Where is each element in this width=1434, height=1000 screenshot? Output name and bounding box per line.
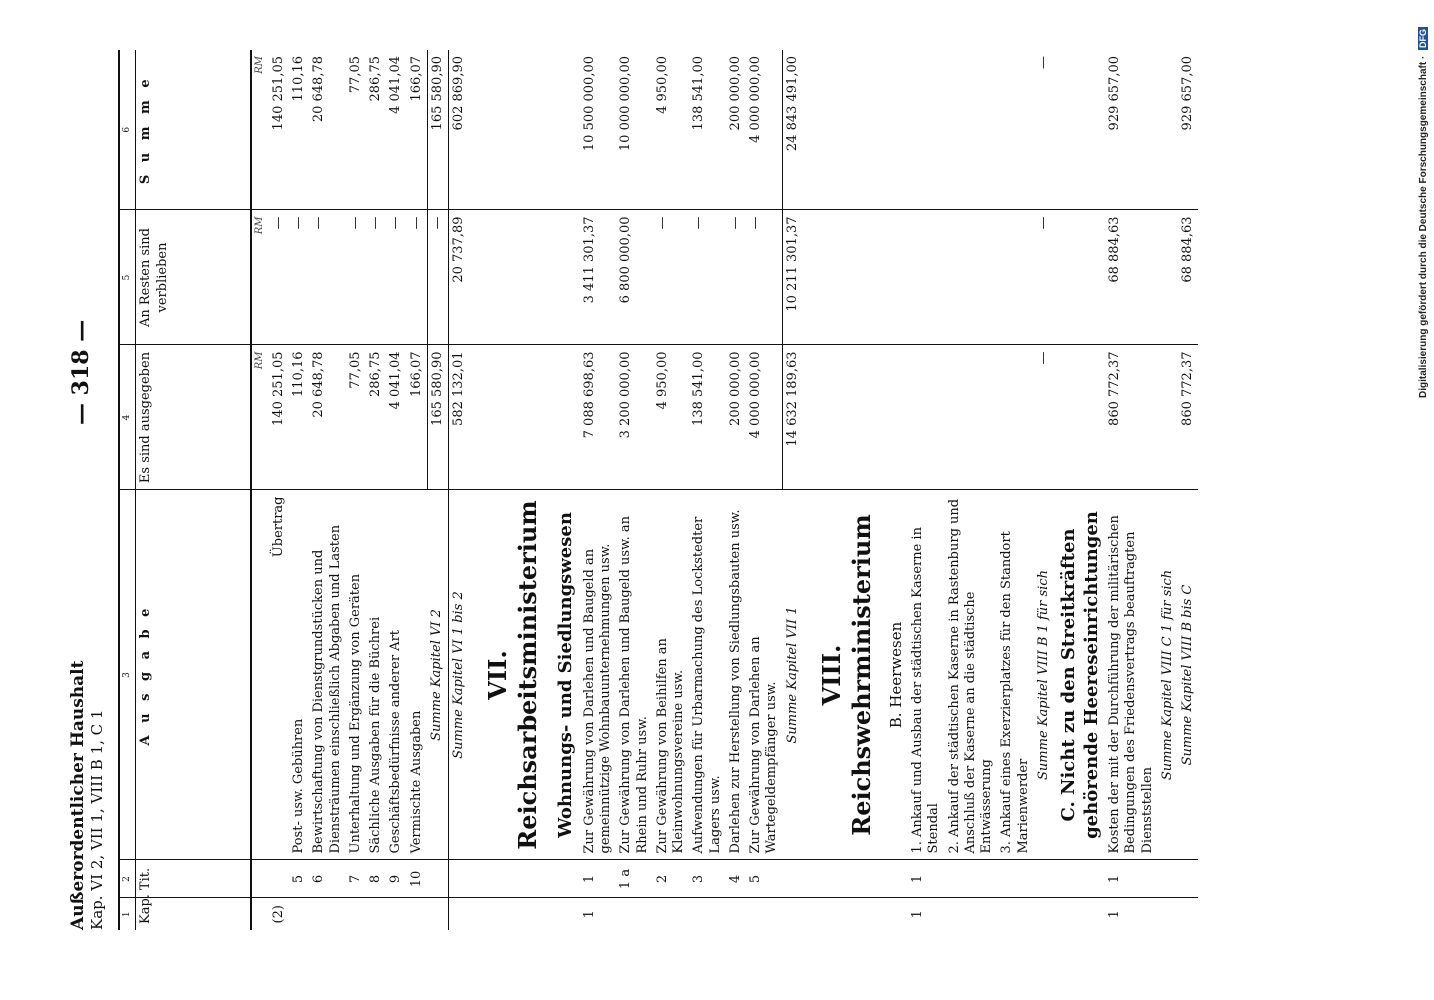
ausgabe-cell: Darlehen zur Herstellung von Siedlungsbauten usw. [726, 490, 746, 860]
empty-cell [469, 345, 551, 490]
ausgegeben-cell: 3 200 000,00 [616, 345, 653, 490]
col-number: 2 [119, 860, 136, 898]
page-header [68, 661, 106, 930]
ausgegeben-cell [997, 345, 1034, 490]
ausgegeben-cell: — [1034, 345, 1054, 490]
summe-cell: 286,75 [366, 50, 386, 210]
page-number: — 318 — [68, 319, 94, 425]
ausgegeben-cell: 4 000 000,00 [746, 345, 783, 490]
empty-cell [1054, 345, 1105, 490]
unit-label: RM [251, 345, 269, 490]
table-row [1105, 50, 1158, 930]
tit-cell: 9 [386, 860, 406, 898]
reste-cell: 10 211 301,37 [783, 210, 804, 345]
ausgabe-cell: 1. Ankauf und Ausbau der städtischen Kaserne in Stendal [908, 490, 945, 860]
summe-cell: 77,05 [346, 50, 366, 210]
kap-cell [449, 898, 470, 930]
section-subtitle: Wohnungs- und Siedlungswesen [551, 490, 580, 860]
tit-cell: 5 [289, 860, 309, 898]
ausgabe-cell: Zur Gewährung von Darlehen und Baugeld an gemeinnützige Wohnbauunternehmungen usw. [580, 490, 617, 860]
empty-cell [551, 210, 580, 345]
section-heading-row [885, 50, 908, 930]
col-number: 6 [119, 50, 136, 210]
col-number: 5 [119, 210, 136, 345]
reste-cell [945, 210, 998, 345]
ausgegeben-cell [908, 345, 945, 490]
reste-cell: — [1034, 210, 1054, 345]
ausgegeben-cell: 4 950,00 [653, 345, 690, 490]
section-heading-row [803, 50, 885, 930]
reste-cell: 68 884,63 [1178, 210, 1198, 345]
section-heading-row [1054, 50, 1105, 930]
table-row [269, 50, 289, 930]
ausgegeben-cell [945, 345, 998, 490]
summe-cell: 140 251,05 [269, 50, 289, 210]
ausgabe-cell: Sächliche Ausgaben für die Büchrei [366, 490, 386, 860]
ausgegeben-cell: 110,16 [289, 345, 309, 490]
ausgegeben-cell: 7 088 698,63 [580, 345, 617, 490]
summe-cell: 4 041,04 [386, 50, 406, 210]
kap-cell [1034, 898, 1054, 930]
sum-label: Summe Kapitel VIII B 1 für sich [1034, 490, 1054, 860]
column-header-row [136, 50, 252, 930]
ausgabe-cell: Post- usw. Gebühren [289, 490, 309, 860]
tit-cell [803, 860, 885, 898]
sum-row [783, 50, 804, 930]
reste-cell: — [653, 210, 690, 345]
kap-cell [616, 898, 653, 930]
sum-row [1178, 50, 1198, 930]
ausgabe-cell: 2. Ankauf der städtischen Kaserne in Rastenburg und Anschluß der Kaserne an die städtische Entwässerung [945, 490, 998, 860]
header-subtitle: Kap. VI 2, VII 1, VIII B 1, C 1 [88, 709, 106, 930]
kap-cell [803, 898, 885, 930]
kap-cell [1178, 898, 1198, 930]
kap-cell [469, 898, 551, 930]
reste-cell: — [407, 210, 428, 345]
summe-cell: 10 500 000,00 [580, 50, 617, 210]
kap-cell [885, 898, 908, 930]
tit-cell: 1 [908, 860, 945, 898]
tit-cell [783, 860, 804, 898]
kap-cell [551, 898, 580, 930]
reste-cell: 3 411 301,37 [580, 210, 617, 345]
ausgegeben-cell: 165 580,90 [427, 345, 448, 490]
budget-table [118, 50, 1198, 930]
table-row [616, 50, 653, 930]
col-number: 4 [119, 345, 136, 490]
empty-cell [885, 210, 908, 345]
tit-cell: 4 [726, 860, 746, 898]
sum-row [449, 50, 470, 930]
sum-label: Summe Kapitel VIII B bis C [1178, 490, 1198, 860]
empty-cell [885, 50, 908, 210]
ausgabe-cell: Kosten der mit der Durchführung der militärischen Bedingungen des Friedensvertrags beauftragten Dienststellen [1105, 490, 1158, 860]
tit-cell [449, 860, 470, 898]
empty-cell [885, 345, 908, 490]
tit-cell [1034, 860, 1054, 898]
tit-cell [551, 860, 580, 898]
kap-cell [427, 898, 448, 930]
col-number: 1 [119, 898, 136, 930]
ausgabe-cell: Zur Gewährung von Darlehen an Wartegeldempfänger usw. [746, 490, 783, 860]
kap-cell [1054, 898, 1105, 930]
section-title: C. Nicht zu den Streitkräften gehörende Heereseinrichtungen [1054, 490, 1105, 860]
table-row [746, 50, 783, 930]
sum-label: Summe Kapitel VI 2 [427, 490, 448, 860]
unit-row [251, 50, 269, 930]
ausgabe-cell: 3. Ankauf eines Exerzierplatzes für den Standort Marienwerder [997, 490, 1034, 860]
table-row [346, 50, 366, 930]
section-subtitle: B. Heerwesen [885, 490, 908, 860]
ausgegeben-cell: 582 132,01 [449, 345, 470, 490]
tit-cell: 10 [407, 860, 428, 898]
column-number-row [119, 50, 136, 930]
reste-cell: — [309, 210, 346, 345]
summe-cell: 110,16 [289, 50, 309, 210]
summe-cell [945, 50, 998, 210]
table-row [289, 50, 309, 930]
ausgabe-cell: Unterhaltung und Ergänzung von Geräten [346, 490, 366, 860]
empty-cell [803, 50, 885, 210]
kap-cell [309, 898, 346, 930]
empty-cell [469, 210, 551, 345]
summe-cell: 20 648,78 [309, 50, 346, 210]
section-heading-row [469, 50, 551, 930]
table-row [726, 50, 746, 930]
kap-cell [726, 898, 746, 930]
table-row [309, 50, 346, 930]
header-ausgabe: A u s g a b e [136, 490, 252, 860]
summe-cell: 165 580,90 [427, 50, 448, 210]
tit-cell [269, 860, 289, 898]
kap-cell [997, 898, 1034, 930]
tit-cell: 2 [653, 860, 690, 898]
tit-cell: 1 [580, 860, 617, 898]
kap-cell [366, 898, 386, 930]
ausgegeben-cell: 140 251,05 [269, 345, 289, 490]
col-number: 3 [119, 490, 136, 860]
reste-cell: 6 800 000,00 [616, 210, 653, 345]
kap-cell [386, 898, 406, 930]
table-row [366, 50, 386, 930]
empty-cell [551, 50, 580, 210]
table-row [407, 50, 428, 930]
summe-cell [908, 50, 945, 210]
empty-cell [803, 210, 885, 345]
reste-cell: — [346, 210, 366, 345]
ausgegeben-cell: 166,07 [407, 345, 428, 490]
ausgegeben-cell: 200 000,00 [726, 345, 746, 490]
tit-cell [427, 860, 448, 898]
reste-cell: — [689, 210, 726, 345]
ausgegeben-cell: 77,05 [346, 345, 366, 490]
kap-cell: 1 [1107, 910, 1122, 919]
tit-cell [1158, 860, 1178, 898]
header-title: Außerordentlicher Haushalt [68, 660, 88, 930]
header-tit: Tit. [136, 860, 252, 898]
sum-row [427, 50, 448, 930]
table-row [689, 50, 726, 930]
tit-cell [1054, 860, 1105, 898]
kap-cell [407, 898, 428, 930]
ausgegeben-cell: 20 648,78 [309, 345, 346, 490]
summe-cell [997, 50, 1034, 210]
reste-cell [908, 210, 945, 345]
ausgegeben-cell: 860 772,37 [1105, 345, 1158, 490]
table-row [386, 50, 406, 930]
summe-cell: 929 657,00 [1105, 50, 1158, 210]
kap-cell [945, 898, 998, 930]
ausgabe-cell: Vermischte Ausgaben [407, 490, 428, 860]
empty-cell [1054, 50, 1105, 210]
summe-cell: 4 000 000,00 [746, 50, 783, 210]
tit-cell: 5 [746, 860, 783, 898]
summe-cell: 602 869,90 [449, 50, 470, 210]
kap-cell: 1 [910, 910, 925, 919]
dfg-logo: DFG [1418, 28, 1428, 48]
empty-cell [551, 345, 580, 490]
sum-row [1158, 50, 1178, 930]
ausgegeben-cell: 860 772,37 [1178, 345, 1198, 490]
reste-cell: — [746, 210, 783, 345]
ausgegeben-cell [1158, 345, 1178, 490]
ausgabe-cell: Zur Gewährung von Beihilfen an Kleinwohnungsvereine usw. [653, 490, 690, 860]
header-summe: S u m m e [136, 50, 252, 210]
reste-cell: — [289, 210, 309, 345]
reste-cell: — [726, 210, 746, 345]
section-title: VII. Reichsarbeitsministerium [469, 490, 551, 860]
reste-cell: — [386, 210, 406, 345]
summe-cell: 200 000,00 [726, 50, 746, 210]
kap-cell [346, 898, 366, 930]
reste-cell: 20 737,89 [449, 210, 470, 345]
ausgabe-cell: Aufwendungen für Urbarmachung des Lockstedter Lagers usw. [689, 490, 726, 860]
watermark-text: Digitalisierung gefördert durch die Deutsche Forschungsgemeinschaft · [1418, 55, 1429, 398]
tit-cell: 7 [346, 860, 366, 898]
reste-cell [997, 210, 1034, 345]
table-row [580, 50, 617, 930]
header-ausgegeben: Es sind ausgegeben [136, 345, 252, 490]
tit-cell [997, 860, 1034, 898]
kap-cell: 1 [581, 910, 597, 919]
table-row [997, 50, 1034, 930]
tit-cell: 1 a [616, 860, 653, 898]
kap-cell: (2) [270, 905, 286, 924]
tit-cell: 6 [309, 860, 346, 898]
tit-cell [1178, 860, 1198, 898]
sum-label: Summe Kapitel VI 1 bis 2 [449, 490, 470, 860]
ausgegeben-cell: 286,75 [366, 345, 386, 490]
tit-cell [945, 860, 998, 898]
kap-cell [746, 898, 783, 930]
sum-label: Summe Kapitel VIII C 1 für sich [1158, 490, 1178, 860]
summe-cell: 929 657,00 [1178, 50, 1198, 210]
tit-cell: 3 [689, 860, 726, 898]
summe-cell: 24 843 491,00 [783, 50, 804, 210]
kap-cell [653, 898, 690, 930]
tit-cell: 8 [366, 860, 386, 898]
sum-label: Summe Kapitel VII 1 [783, 490, 804, 860]
summe-cell: 4 950,00 [653, 50, 690, 210]
kap-cell [289, 898, 309, 930]
summe-cell: 10 000 000,00 [616, 50, 653, 210]
ausgegeben-cell: 4 041,04 [386, 345, 406, 490]
unit-label: RM [251, 50, 269, 210]
section-title: VIII. Reichswehrministerium [803, 490, 885, 860]
ausgegeben-cell: 138 541,00 [689, 345, 726, 490]
ausgegeben-cell: 14 632 189,63 [783, 345, 804, 490]
reste-cell: 68 884,63 [1105, 210, 1158, 345]
table-row [945, 50, 998, 930]
reste-cell: — [269, 210, 289, 345]
ausgabe-cell: Bewirtschaftung von Dienstgrundstücken und Diensträumen einschließlich Abgaben und Lasten [309, 490, 346, 860]
kap-cell [783, 898, 804, 930]
dfg-watermark [1418, 6, 1432, 398]
empty-cell [469, 50, 551, 210]
tit-cell: 1 [1105, 860, 1158, 898]
reste-cell: — [366, 210, 386, 345]
reste-cell [1158, 210, 1178, 345]
ausgabe-cell: Geschäftsbedürfnisse anderer Art [386, 490, 406, 860]
summe-cell [1158, 50, 1178, 210]
header-kap: Kap. [136, 898, 252, 930]
section-heading-row [551, 50, 580, 930]
sum-row [1034, 50, 1054, 930]
table-row [653, 50, 690, 930]
tit-cell [469, 860, 551, 898]
kap-cell [689, 898, 726, 930]
summe-cell: 166,07 [407, 50, 428, 210]
ausgabe-cell: Übertrag [269, 490, 289, 860]
table-row [908, 50, 945, 930]
header-reste: An Resten sind verblieben [136, 210, 252, 345]
summe-cell: 138 541,00 [689, 50, 726, 210]
summe-cell: — [1034, 50, 1054, 210]
empty-cell [803, 345, 885, 490]
tit-cell [885, 860, 908, 898]
reste-cell: — [427, 210, 448, 345]
ausgabe-cell: Zur Gewährung von Darlehen und Baugeld usw. an Rhein und Ruhr usw. [616, 490, 653, 860]
budget-sheet [60, 50, 1400, 930]
kap-cell [1158, 898, 1178, 930]
unit-label: RM [251, 210, 269, 345]
empty-cell [1054, 210, 1105, 345]
